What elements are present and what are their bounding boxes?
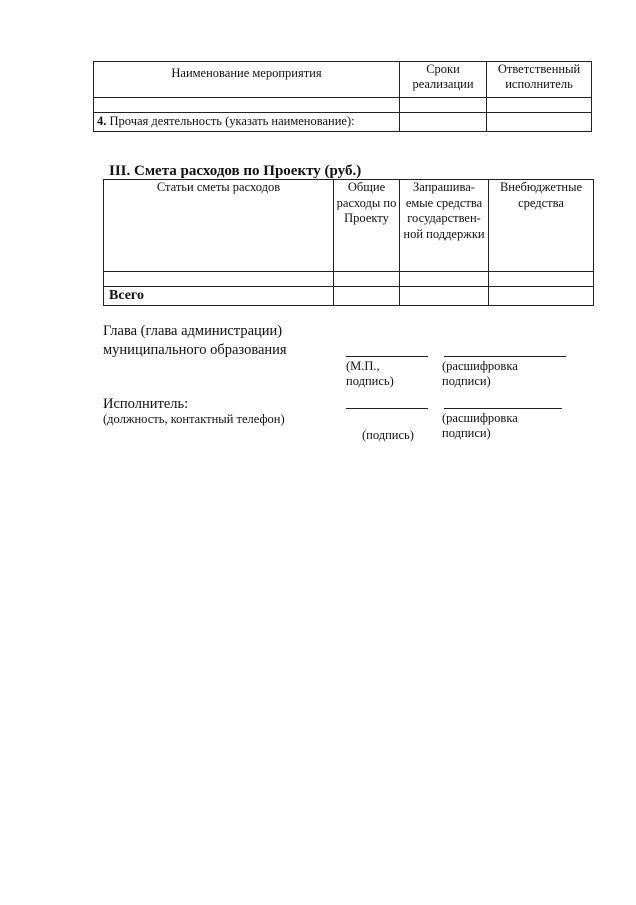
table-cell	[400, 98, 487, 113]
signature-line	[346, 356, 428, 357]
table-cell	[334, 272, 400, 287]
table-cell	[104, 272, 334, 287]
decoding-caption: (расшифровка подписи)	[442, 359, 518, 388]
table-header-row	[94, 62, 592, 98]
section-title: III. Смета расходов по Проекту (руб.)	[109, 163, 362, 179]
table-cell	[487, 113, 592, 132]
budget-table	[103, 179, 594, 306]
header-responsible: Ответственный исполнитель	[487, 62, 592, 98]
decoding-line	[444, 356, 566, 357]
header-timeline: Сроки реализации	[400, 62, 487, 98]
mp-signature-caption: (М.П., подпись)	[346, 359, 394, 388]
table-header-row	[104, 180, 594, 272]
table-row	[94, 98, 592, 113]
table-cell	[489, 272, 594, 287]
table-row	[104, 272, 594, 287]
decoding-caption: (расшифровка подписи)	[442, 411, 518, 440]
table-cell	[487, 98, 592, 113]
table-cell	[400, 272, 489, 287]
header-requested-funds: Запрашива-емые средства государствен-ной поддержки	[400, 180, 489, 272]
signature-line	[346, 408, 428, 409]
table-cell	[400, 113, 487, 132]
total-label: Всего	[104, 287, 334, 306]
head-title-line2: муниципального образования	[103, 342, 287, 358]
activities-table	[93, 61, 592, 132]
signature-caption: (подпись)	[362, 428, 414, 442]
table-row-other-activity	[94, 113, 592, 132]
table-cell	[334, 287, 400, 306]
header-extrabudgetary: Внебюджетные средства	[489, 180, 594, 272]
table-cell	[400, 287, 489, 306]
header-total-expenses: Общие расходы по Проекту	[334, 180, 400, 272]
other-activity-cell	[94, 113, 400, 132]
row-number: 4.	[97, 114, 107, 128]
table-cell	[94, 98, 400, 113]
table-cell	[489, 287, 594, 306]
row-text: Прочая деятельность (указать наименование):	[106, 114, 355, 128]
decoding-line	[444, 408, 562, 409]
header-activity-name: Наименование мероприятия	[94, 62, 400, 98]
executor-details: (должность, контактный телефон)	[103, 412, 285, 426]
executor-label: Исполнитель:	[103, 396, 189, 412]
header-expense-items: Статьи сметы расходов	[104, 180, 334, 272]
head-title-line1: Глава (глава администрации)	[103, 323, 283, 339]
table-row-total	[104, 287, 594, 306]
